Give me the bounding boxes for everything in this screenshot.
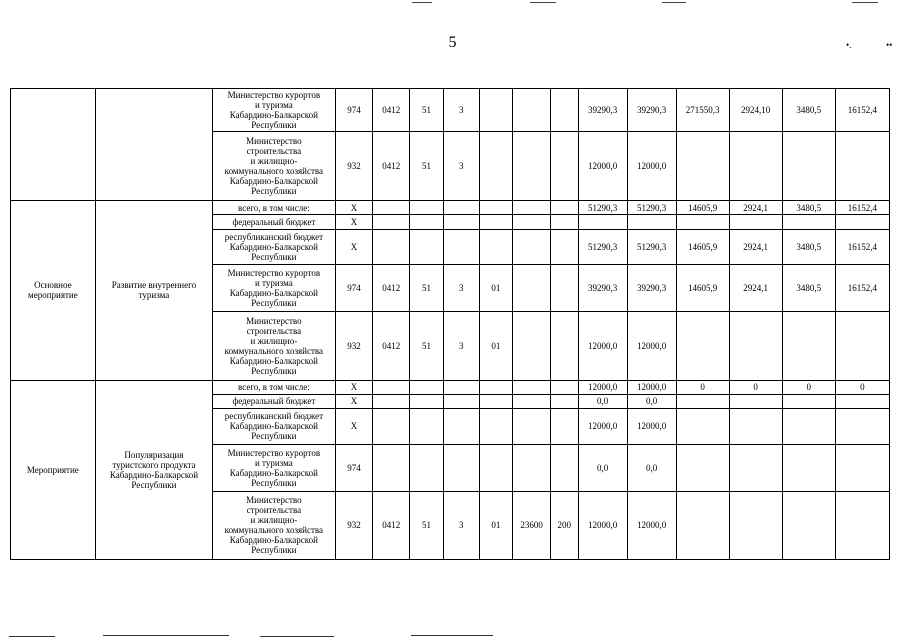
- value-cell: 0,0: [578, 394, 627, 408]
- value-cell: 39290,3: [627, 89, 676, 132]
- value-cell: 2924,10: [729, 89, 782, 132]
- grbs-cell: 974: [335, 444, 373, 491]
- expense-type-cell: [551, 201, 579, 215]
- subprogram-cell: 3: [443, 89, 479, 132]
- table-row: [11, 89, 890, 132]
- rzpr-cell: [373, 380, 410, 394]
- value-cell: [782, 215, 835, 229]
- page-number: 5: [448, 34, 457, 51]
- event-name-cell: [95, 89, 212, 201]
- rzpr-cell: [373, 215, 410, 229]
- event-kind-cell: Основное мероприятие: [11, 201, 96, 380]
- value-cell: 2924,1: [729, 265, 782, 312]
- grbs-cell: 974: [335, 265, 373, 312]
- direction-cell: [513, 229, 551, 265]
- program-cell: 51: [410, 491, 444, 559]
- value-cell: 0: [729, 380, 782, 394]
- value-cell: [676, 444, 729, 491]
- responsible-cell: республиканский бюджет Кабардино-Балкарской Республики: [213, 229, 336, 265]
- value-cell: 3480,5: [782, 89, 835, 132]
- responsible-cell: Министерство строительства и жилищно- коммунального хозяйства Кабардино-Балкарской Республики: [213, 312, 336, 380]
- direction-cell: [513, 394, 551, 408]
- value-cell: 0: [782, 380, 835, 394]
- value-cell: [835, 394, 889, 408]
- value-cell: 12000,0: [578, 409, 627, 445]
- scan-artifact-line: [103, 635, 229, 636]
- rzpr-cell: 0412: [373, 312, 410, 380]
- direction-cell: [513, 380, 551, 394]
- value-cell: 51290,3: [627, 229, 676, 265]
- scan-artifact-line: [412, 2, 432, 3]
- main-event-cell: 01: [479, 312, 513, 380]
- program-cell: [410, 215, 444, 229]
- program-cell: 51: [410, 265, 444, 312]
- direction-cell: [513, 312, 551, 380]
- program-cell: [410, 229, 444, 265]
- value-cell: 12000,0: [627, 380, 676, 394]
- value-cell: 51290,3: [578, 201, 627, 215]
- value-cell: [729, 312, 782, 380]
- value-cell: 0,0: [627, 444, 676, 491]
- value-cell: 51290,3: [578, 229, 627, 265]
- grbs-cell: 974: [335, 89, 373, 132]
- main-event-cell: 01: [479, 265, 513, 312]
- grbs-cell: X: [335, 394, 373, 408]
- expense-type-cell: [551, 215, 579, 229]
- value-cell: 16152,4: [835, 201, 889, 215]
- main-event-cell: [479, 444, 513, 491]
- value-cell: 16152,4: [835, 89, 889, 132]
- value-cell: [782, 131, 835, 200]
- grbs-cell: X: [335, 201, 373, 215]
- rzpr-cell: 0412: [373, 491, 410, 559]
- value-cell: [835, 409, 889, 445]
- value-cell: 3480,5: [782, 201, 835, 215]
- scan-artifact-line: [260, 636, 334, 637]
- rzpr-cell: [373, 229, 410, 265]
- value-cell: 16152,4: [835, 229, 889, 265]
- value-cell: [676, 215, 729, 229]
- value-cell: 271550,3: [676, 89, 729, 132]
- rzpr-cell: [373, 409, 410, 445]
- value-cell: [729, 131, 782, 200]
- value-cell: [782, 491, 835, 559]
- subprogram-cell: [443, 229, 479, 265]
- direction-cell: [513, 409, 551, 445]
- scan-artifact-line: [530, 2, 556, 3]
- value-cell: 12000,0: [627, 312, 676, 380]
- value-cell: 3480,5: [782, 265, 835, 312]
- grbs-cell: X: [335, 380, 373, 394]
- value-cell: [782, 312, 835, 380]
- subprogram-cell: 3: [443, 131, 479, 200]
- expense-type-cell: [551, 229, 579, 265]
- subprogram-cell: [443, 201, 479, 215]
- value-cell: 0: [676, 380, 729, 394]
- main-event-cell: [479, 394, 513, 408]
- direction-cell: [513, 131, 551, 200]
- scan-artifact-line: [662, 2, 686, 3]
- budget-table: [10, 88, 890, 560]
- main-event-cell: [479, 89, 513, 132]
- grbs-cell: X: [335, 409, 373, 445]
- value-cell: [627, 215, 676, 229]
- expense-type-cell: [551, 89, 579, 132]
- value-cell: [676, 491, 729, 559]
- responsible-cell: федеральный бюджет: [213, 394, 336, 408]
- value-cell: [729, 444, 782, 491]
- expense-type-cell: [551, 131, 579, 200]
- value-cell: 12000,0: [578, 491, 627, 559]
- rzpr-cell: 0412: [373, 89, 410, 132]
- value-cell: 2924,1: [729, 229, 782, 265]
- event-name-cell: Популяризация туристского продукта Кабардино-Балкарской Республики: [95, 380, 212, 559]
- direction-cell: [513, 265, 551, 312]
- event-kind-cell: Мероприятие: [11, 380, 96, 559]
- main-event-cell: [479, 409, 513, 445]
- rzpr-cell: 0412: [373, 131, 410, 200]
- value-cell: [676, 312, 729, 380]
- value-cell: [835, 312, 889, 380]
- subprogram-cell: [443, 215, 479, 229]
- subprogram-cell: 3: [443, 265, 479, 312]
- value-cell: 12000,0: [578, 380, 627, 394]
- value-cell: 39290,3: [627, 265, 676, 312]
- value-cell: 12000,0: [578, 131, 627, 200]
- program-cell: [410, 444, 444, 491]
- main-event-cell: [479, 229, 513, 265]
- value-cell: 12000,0: [578, 312, 627, 380]
- value-cell: [782, 394, 835, 408]
- scan-artifact-line: [9, 636, 55, 637]
- program-cell: [410, 380, 444, 394]
- rzpr-cell: [373, 444, 410, 491]
- responsible-cell: Министерство курортов и туризма Кабардино-Балкарской Республики: [213, 89, 336, 132]
- responsible-cell: всего, в том числе:: [213, 201, 336, 215]
- value-cell: [729, 215, 782, 229]
- value-cell: [835, 444, 889, 491]
- value-cell: [676, 394, 729, 408]
- value-cell: 0,0: [627, 394, 676, 408]
- grbs-cell: 932: [335, 131, 373, 200]
- rzpr-cell: [373, 201, 410, 215]
- responsible-cell: всего, в том числе:: [213, 380, 336, 394]
- expense-type-cell: 200: [551, 491, 579, 559]
- event-name-cell: Развитие внутреннего туризма: [95, 201, 212, 380]
- responsible-cell: Министерство строительства и жилищно- коммунального хозяйства Кабардино-Балкарской Республики: [213, 491, 336, 559]
- expense-type-cell: [551, 312, 579, 380]
- value-cell: 39290,3: [578, 265, 627, 312]
- responsible-cell: Министерство курортов и туризма Кабардино-Балкарской Республики: [213, 444, 336, 491]
- grbs-cell: X: [335, 215, 373, 229]
- responsible-cell: Министерство строительства и жилищно- коммунального хозяйства Кабардино-Балкарской Республики: [213, 131, 336, 200]
- program-cell: [410, 201, 444, 215]
- value-cell: 0,0: [578, 444, 627, 491]
- value-cell: 12000,0: [627, 131, 676, 200]
- value-cell: 51290,3: [627, 201, 676, 215]
- value-cell: [729, 491, 782, 559]
- value-cell: 16152,4: [835, 265, 889, 312]
- value-cell: [782, 409, 835, 445]
- grbs-cell: 932: [335, 312, 373, 380]
- value-cell: 39290,3: [578, 89, 627, 132]
- value-cell: 0: [835, 380, 889, 394]
- direction-cell: [513, 444, 551, 491]
- subprogram-cell: [443, 444, 479, 491]
- value-cell: [782, 444, 835, 491]
- program-cell: 51: [410, 89, 444, 132]
- expense-type-cell: [551, 409, 579, 445]
- value-cell: [676, 131, 729, 200]
- value-cell: 2924,1: [729, 201, 782, 215]
- program-cell: 51: [410, 312, 444, 380]
- event-kind-cell: [11, 89, 96, 201]
- scan-artifact-line: [411, 635, 493, 636]
- grbs-cell: 932: [335, 491, 373, 559]
- expense-type-cell: [551, 394, 579, 408]
- table-row: [11, 380, 890, 394]
- value-cell: [578, 215, 627, 229]
- rzpr-cell: 0412: [373, 265, 410, 312]
- expense-type-cell: [551, 265, 579, 312]
- subprogram-cell: [443, 394, 479, 408]
- responsible-cell: республиканский бюджет Кабардино-Балкарской Республики: [213, 409, 336, 445]
- value-cell: [835, 131, 889, 200]
- subprogram-cell: [443, 409, 479, 445]
- expense-type-cell: [551, 380, 579, 394]
- value-cell: 14605,9: [676, 265, 729, 312]
- direction-cell: [513, 89, 551, 132]
- value-cell: 14605,9: [676, 229, 729, 265]
- value-cell: 3480,5: [782, 229, 835, 265]
- value-cell: 14605,9: [676, 201, 729, 215]
- direction-cell: 23600: [513, 491, 551, 559]
- rzpr-cell: [373, 394, 410, 408]
- responsible-cell: федеральный бюджет: [213, 215, 336, 229]
- main-event-cell: 01: [479, 491, 513, 559]
- expense-type-cell: [551, 444, 579, 491]
- value-cell: 12000,0: [627, 409, 676, 445]
- direction-cell: [513, 215, 551, 229]
- subprogram-cell: 3: [443, 491, 479, 559]
- grbs-cell: X: [335, 229, 373, 265]
- value-cell: [729, 394, 782, 408]
- program-cell: [410, 394, 444, 408]
- program-cell: [410, 409, 444, 445]
- subprogram-cell: 3: [443, 312, 479, 380]
- main-event-cell: [479, 215, 513, 229]
- value-cell: [835, 215, 889, 229]
- main-event-cell: [479, 380, 513, 394]
- value-cell: 12000,0: [627, 491, 676, 559]
- scan-mark: •.: [846, 40, 852, 50]
- direction-cell: [513, 201, 551, 215]
- program-cell: 51: [410, 131, 444, 200]
- scan-mark: ••: [886, 40, 893, 50]
- value-cell: [835, 491, 889, 559]
- main-event-cell: [479, 131, 513, 200]
- value-cell: [676, 409, 729, 445]
- subprogram-cell: [443, 380, 479, 394]
- main-event-cell: [479, 201, 513, 215]
- responsible-cell: Министерство курортов и туризма Кабардино-Балкарской Республики: [213, 265, 336, 312]
- scan-artifact-line: [852, 2, 878, 3]
- value-cell: [729, 409, 782, 445]
- table-row: [11, 201, 890, 215]
